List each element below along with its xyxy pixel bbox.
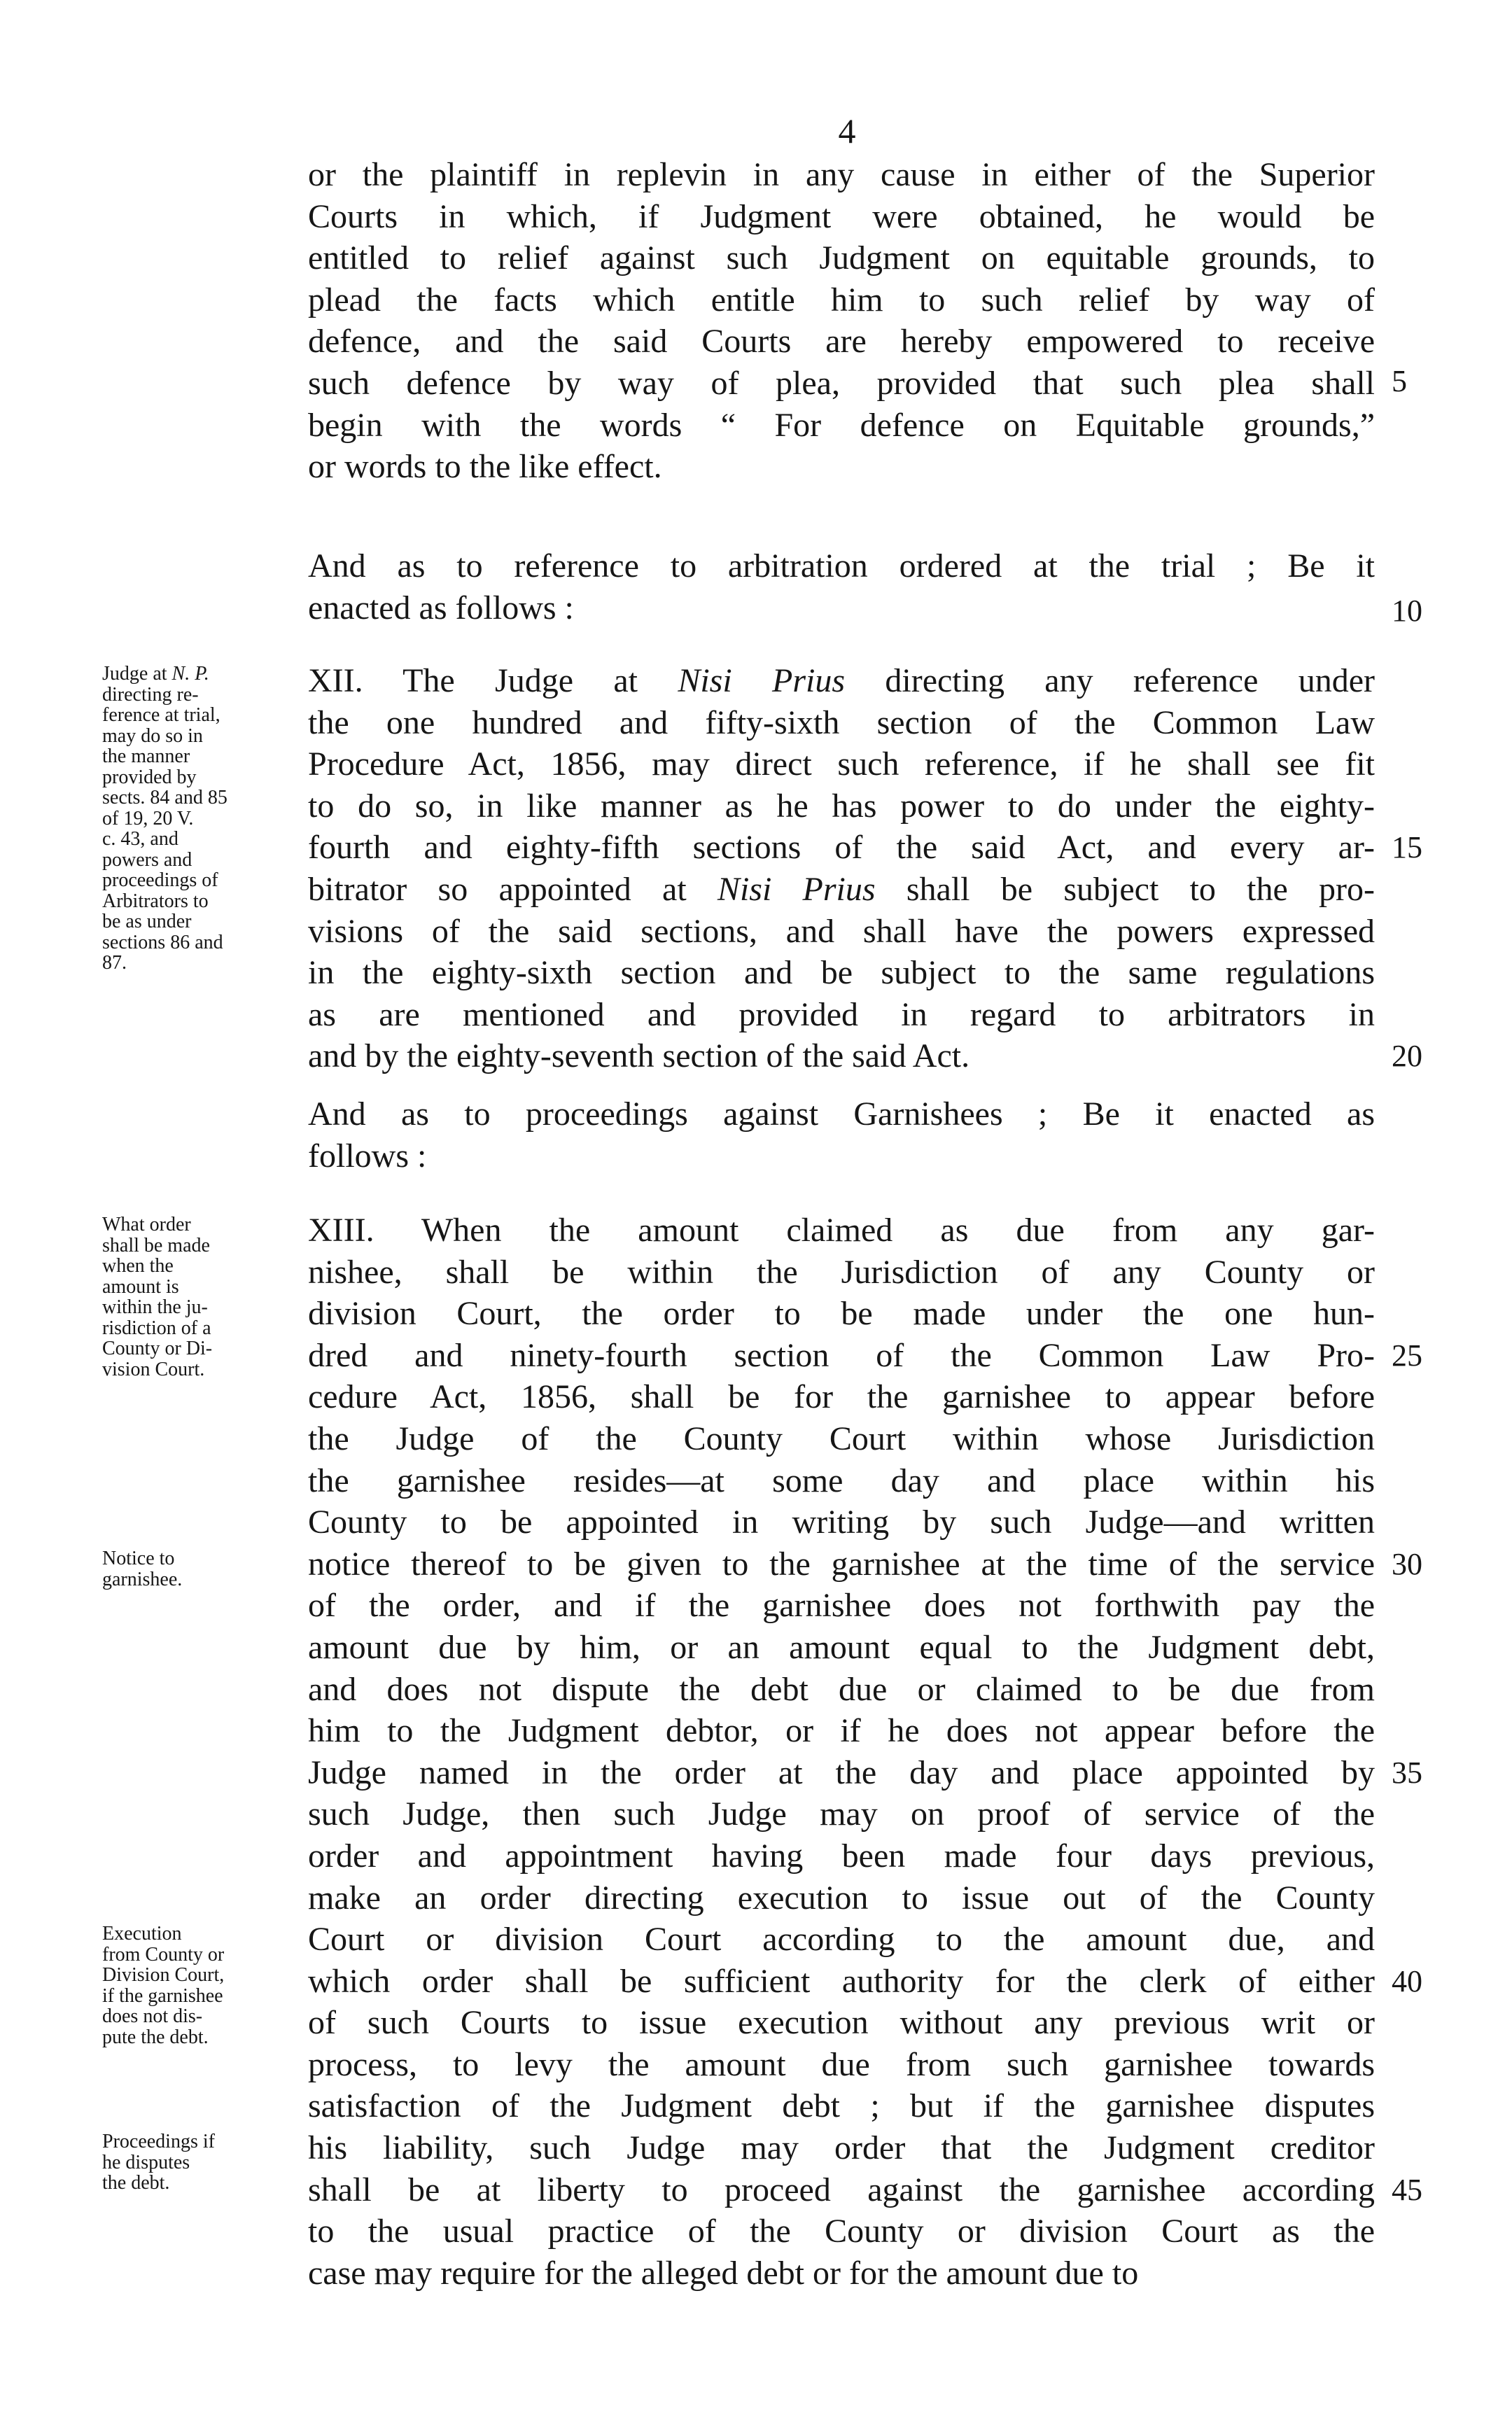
text-line: Courts in which, if Judgment were obtained, he would be [308,197,1375,235]
text-line: And as to proceedings against Garnishees ; Be it enacted as [308,1095,1375,1133]
marginal-note-line: the manner [102,745,190,767]
text-line: to do so, in like manner as he has power to do under the eighty- [308,787,1375,825]
marginal-note-what-order [102,1214,312,1380]
marginal-note-line: powers and [102,848,192,871]
marginal-note-line: if the garnishee [102,1984,223,2007]
marginal-note-line: of 19, 20 V. [102,807,194,829]
text-line: defence, and the said Courts are hereby empowered to receive [308,323,1375,360]
text-line: begin with the words “ For defence on Equitable grounds,” [308,406,1375,444]
marginal-note-line: amount is [102,1275,179,1298]
text-line: case may require for the alleged debt or for the amount due to [308,2254,1139,2292]
text-line: make an order directing execution to issue out of the County [308,1879,1375,1917]
text-line: Judge named in the order at the day and place appointed by [308,1753,1375,1791]
marginal-note-line: What order [102,1214,191,1235]
marginal-note-line: he disputes [102,2151,190,2173]
text-line: amount due by him, or an amount equal to the Judgment debt, [308,1628,1375,1666]
marginal-note-line: garnishee. [102,1568,183,1590]
line-number: 5 [1392,364,1407,398]
line-number: 40 [1392,1964,1422,1998]
text-line: shall be at liberty to proceed against the garnishee according [308,2171,1375,2208]
text-line: as are mentioned and provided in regard to arbitrators in [308,995,1375,1033]
text-line: such Judge, then such Judge may on proof of service of the [308,1795,1375,1833]
line-number: 15 [1392,830,1422,864]
marginal-note-line: when the [102,1255,174,1277]
text-line: his liability, such Judge may order that the Judgment creditor [308,2129,1375,2167]
marginal-note-line: provided by [102,766,197,788]
paragraph-preamble-arbitration [308,545,1375,629]
text-line: XII. The Judge at Nisi Prius directing any reference under [308,662,1376,699]
text-line: in the eighty-sixth section and be subject to the same regulations [308,954,1375,992]
marginal-note-line: the debt. [102,2172,170,2194]
text-line: the Judge of the County Court within whose Jurisdiction [308,1420,1375,1457]
paragraph-continuation [308,154,1375,488]
line-number: 45 [1392,2173,1422,2207]
text-line: visions of the said sections, and shall have the powers expressed [308,912,1375,950]
marginal-note-line: Judge at N. P. [102,663,209,685]
text-line: such defence by way of plea, provided that such plea shall [308,364,1375,402]
marginal-note-line: Proceedings if [102,2131,215,2152]
marginal-note-line: be as under [102,911,192,932]
text-line: or the plaintiff in replevin in any cause in either of the Superior [308,156,1375,193]
text-line: bitrator so appointed at Nisi Prius shall be subject to the pro- [308,870,1375,908]
marginal-note-line: ference at trial, [102,704,220,726]
text-line: Court or division Court according to the amount due, and [308,1921,1375,1959]
text-line: dred and ninety-fourth section of the Common Law Pro- [308,1336,1375,1374]
marginal-note-line: 87. [102,952,127,974]
text-line: the one hundred and fifty-sixth section of the Common Law [308,703,1375,741]
text-line: process, to levy the amount due from such garnishee towards [308,2045,1375,2083]
text-line: enacted as follows : [308,589,574,626]
marginal-note-line: may do so in [102,724,203,747]
marginal-note-line: from County or [102,1943,225,1966]
text-line: notice thereof to be given to the garnishee at the time of the service [308,1545,1375,1583]
marginal-note-line: within the ju- [102,1296,208,1318]
line-number: 20 [1392,1039,1422,1073]
text-line: and does not dispute the debt due or claimed to be due from [308,1670,1375,1708]
marginal-note-line: shall be made [102,1234,210,1256]
marginal-note-line: County or Di- [102,1338,213,1359]
text-line: order and appointment having been made four days previous, [308,1837,1375,1875]
marginal-note-line: risdiction of a [102,1317,211,1339]
marginal-note-line: sections 86 and [102,931,223,953]
marginal-note-line: does not dis- [102,2005,203,2027]
marginal-note-line: Arbitrators to [102,890,209,912]
marginal-note-line: Division Court, [102,1964,225,1986]
text-line: the garnishee resides—at some day and place within his [308,1462,1375,1499]
marginal-note-notice-garnishee [102,1548,312,1590]
paragraph-preamble-garnishees [308,1093,1375,1177]
marginal-note-line: directing re- [102,683,199,706]
line-number: 35 [1392,1756,1422,1790]
text-line: to the usual practice of the County or division Court as the [308,2213,1375,2250]
page-number: 4 [838,111,856,150]
marginal-note-proceedings-dispute [102,2131,312,2194]
marginal-note-line: Notice to [102,1548,175,1569]
marginal-note-line: vision Court. [102,1358,205,1380]
text-line: of the order, and if the garnishee does not forthwith pay the [308,1587,1375,1625]
paragraph-section-xii [308,660,1375,1077]
text-line: which order shall be sufficient authority for the clerk of either [308,1962,1375,2000]
text-line: of such Courts to issue execution without any previous writ or [308,2004,1375,2042]
text-line: plead the facts which entitle him to such relief by way of [308,281,1375,318]
text-line: nishee, shall be within the Jurisdiction of any County or [308,1253,1375,1291]
marginal-note-execution [102,1924,312,2047]
text-line: cedure Act, 1856, shall be for the garnishee to appear before [308,1378,1375,1416]
text-line: County to be appointed in writing by such Judge—and written [308,1504,1375,1541]
text-line: satisfaction of the Judgment debt ; but if the garnishee disputes [308,2087,1375,2125]
text-line: entitled to relief against such Judgment on equitable grounds, to [308,239,1375,277]
text-line: XIII. When the amount claimed as due from any gar- [308,1212,1375,1249]
marginal-note-line: Execution [102,1923,182,1945]
line-number: 10 [1392,594,1422,628]
text-line: division Court, the order to be made under the one hun- [308,1295,1375,1333]
marginal-note-line: proceedings of [102,869,218,891]
paragraph-section-xiii [308,1210,1375,2294]
marginal-note-line: c. 43, and [102,828,178,850]
line-number: 25 [1392,1338,1422,1373]
text-line: him to the Judgment debtor, or if he does not appear before the [308,1712,1375,1750]
text-line: or words to the like effect. [308,448,662,486]
marginal-note-judge-nisi-prius [102,664,312,974]
text-line: and by the eighty-seventh section of the said Act. [308,1037,970,1075]
text-line: Procedure Act, 1856, may direct such reference, if he shall see fit [308,745,1375,783]
marginal-note-line: pute the debt. [102,2026,209,2048]
text-line: follows : [308,1137,427,1175]
line-number: 30 [1392,1547,1422,1581]
text-line: And as to reference to arbitration ordered at the trial ; Be it [308,547,1375,584]
marginal-note-line: sects. 84 and 85 [102,787,227,808]
text-line: fourth and eighty-fifth sections of the said Act, and every ar- [308,829,1375,867]
